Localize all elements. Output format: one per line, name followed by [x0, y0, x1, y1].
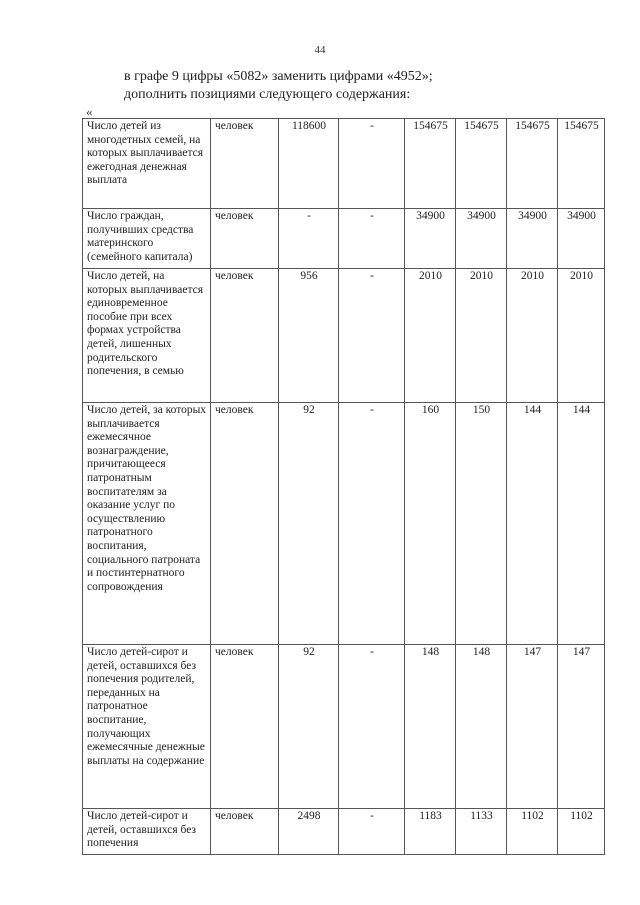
row-value: 92: [279, 403, 339, 645]
row-name: Число детей-сирот и детей, оставшихся без попечения родителей, переданных на патронатное воспитание, получающих ежемесячные денежные выплаты на содержание: [83, 645, 211, 809]
row-unit: человек: [211, 269, 279, 403]
row-value: -: [339, 403, 405, 645]
row-value: 144: [507, 403, 558, 645]
row-value: 160: [405, 403, 456, 645]
row-value: -: [339, 209, 405, 269]
row-value: 150: [456, 403, 507, 645]
row-value: 147: [558, 645, 605, 809]
table-row: [83, 809, 605, 855]
row-value: 2498: [279, 809, 339, 855]
row-value: 1133: [456, 809, 507, 855]
row-value: 2010: [405, 269, 456, 403]
row-name: Число граждан, получивших средства материнского (семейного капитала): [83, 209, 211, 269]
opening-quote: «: [86, 104, 93, 119]
table-row: [83, 645, 605, 809]
row-unit: человек: [211, 645, 279, 809]
row-name: Число детей, за которых выплачивается ежемесячное вознаграждение, причитающееся патронатным воспитателям за оказание услуг по осуществлению патронатного воспитания, социального патроната и постинтернатного сопровождения: [83, 403, 211, 645]
row-value: -: [279, 209, 339, 269]
row-unit: человек: [211, 403, 279, 645]
row-name: Число детей, на которых выплачивается единовременное пособие при всех формах устройства детей, лишенных родительского попечения, в семью: [83, 269, 211, 403]
row-unit: человек: [211, 119, 279, 209]
row-value: 147: [507, 645, 558, 809]
row-unit: человек: [211, 809, 279, 855]
row-value: 2010: [507, 269, 558, 403]
intro-line-1: в графе 9 цифры «5082» заменить цифрами «4952»;: [124, 69, 433, 84]
row-value: 2010: [558, 269, 605, 403]
row-value: 148: [405, 645, 456, 809]
table-row: [83, 119, 605, 209]
row-value: 118600: [279, 119, 339, 209]
row-value: -: [339, 645, 405, 809]
row-name: Число детей из многодетных семей, на которых выплачивается ежегодная денежная выплата: [83, 119, 211, 209]
row-value: 154675: [558, 119, 605, 209]
intro-line-2: дополнить позициями следующего содержания:: [124, 87, 411, 102]
table-row: [83, 209, 605, 269]
row-value: 956: [279, 269, 339, 403]
row-value: -: [339, 269, 405, 403]
intro-text: [124, 68, 433, 104]
row-value: 34900: [456, 209, 507, 269]
row-value: 148: [456, 645, 507, 809]
row-value: 1102: [558, 809, 605, 855]
row-value: 92: [279, 645, 339, 809]
row-value: 154675: [405, 119, 456, 209]
row-value: 154675: [507, 119, 558, 209]
row-unit: человек: [211, 209, 279, 269]
row-name: Число детей-сирот и детей, оставшихся без попечения: [83, 809, 211, 855]
page-number: 44: [314, 44, 326, 56]
table-row: [83, 403, 605, 645]
row-value: 2010: [456, 269, 507, 403]
row-value: 34900: [405, 209, 456, 269]
row-value: 1183: [405, 809, 456, 855]
row-value: -: [339, 809, 405, 855]
row-value: 34900: [558, 209, 605, 269]
row-value: -: [339, 119, 405, 209]
row-value: 154675: [456, 119, 507, 209]
table-row: [83, 269, 605, 403]
row-value: 34900: [507, 209, 558, 269]
row-value: 1102: [507, 809, 558, 855]
row-value: 144: [558, 403, 605, 645]
data-table: [82, 118, 605, 855]
